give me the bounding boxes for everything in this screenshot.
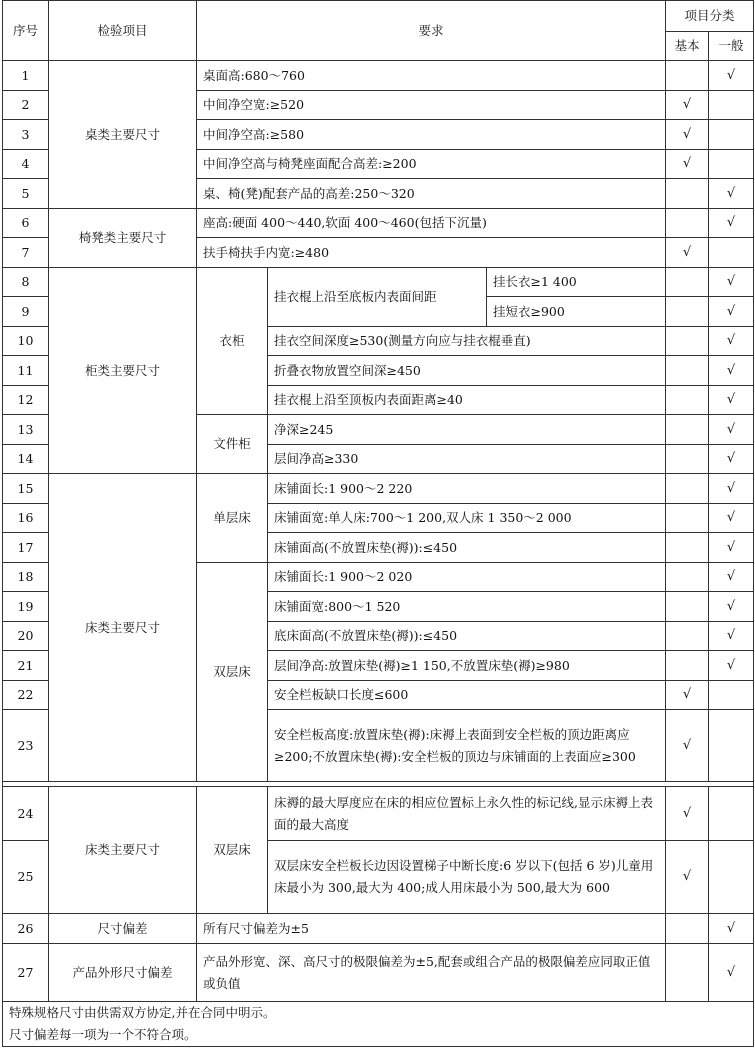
requirement-text: 底床面高(不放置床垫(褥)):≤450 xyxy=(268,622,666,651)
item-shape-dimension-deviation: 产品外形尺寸偏差 xyxy=(49,944,197,1002)
row-number: 2 xyxy=(3,91,49,120)
basic-mark xyxy=(666,356,709,386)
header-general: 一般 xyxy=(709,32,754,61)
basic-mark xyxy=(666,327,709,356)
general-mark xyxy=(709,91,754,120)
general-mark: √ xyxy=(709,533,754,563)
basic-mark xyxy=(666,914,709,944)
requirement-text: 产品外形宽、深、高尺寸的极限偏差为±5,配套或组合产品的极限偏差应同取正值或负值 xyxy=(197,944,666,1002)
header-category: 项目分类 xyxy=(666,1,754,32)
group-desk: 桌类主要尺寸 xyxy=(49,61,197,209)
general-mark xyxy=(709,120,754,150)
row-number: 13 xyxy=(3,415,49,445)
requirement-text: 床铺面长:1 900～2 220 xyxy=(268,474,666,504)
header-item: 检验项目 xyxy=(49,1,197,61)
note-line: 尺寸偏差每一项为一个不符合项。 xyxy=(9,1027,197,1042)
group-bed: 床类主要尺寸 xyxy=(49,474,197,782)
basic-mark xyxy=(666,445,709,474)
general-mark xyxy=(709,150,754,179)
subgroup-single-bed: 单层床 xyxy=(197,474,268,563)
general-mark: √ xyxy=(709,622,754,651)
basic-mark xyxy=(666,179,709,209)
basic-mark xyxy=(666,297,709,327)
requirement-text: 桌面高:680～760 xyxy=(197,61,666,91)
requirement-text: 净深≥245 xyxy=(268,415,666,445)
subgroup-filing-cabinet: 文件柜 xyxy=(197,415,268,474)
general-mark: √ xyxy=(709,651,754,681)
row-number: 7 xyxy=(3,238,49,268)
requirement-text: 扶手椅扶手内宽:≥480 xyxy=(197,238,666,268)
basic-mark: √ xyxy=(666,238,709,268)
row-number: 9 xyxy=(3,297,49,327)
requirement-text: 床铺面宽:单人床:700～1 200,双人床 1 350～2 000 xyxy=(268,504,666,533)
general-mark: √ xyxy=(709,268,754,297)
group-cabinet: 柜类主要尺寸 xyxy=(49,268,197,474)
basic-mark xyxy=(666,386,709,415)
basic-mark xyxy=(666,268,709,297)
basic-mark xyxy=(666,209,709,238)
basic-mark xyxy=(666,592,709,622)
general-mark xyxy=(709,238,754,268)
requirement-text: 挂衣空间深度≥530(测量方向应与挂衣棍垂直) xyxy=(268,327,666,356)
basic-mark xyxy=(666,533,709,563)
row-number: 23 xyxy=(3,710,49,782)
row-number: 24 xyxy=(3,787,49,841)
hang-rod-bottom-label: 挂衣棍上沿至底板内表面间距 xyxy=(268,268,487,327)
general-mark: √ xyxy=(709,474,754,504)
basic-mark xyxy=(666,504,709,533)
basic-mark: √ xyxy=(666,710,709,782)
general-mark: √ xyxy=(709,592,754,622)
row-number: 5 xyxy=(3,179,49,209)
basic-mark xyxy=(666,61,709,91)
subgroup-wardrobe: 衣柜 xyxy=(197,268,268,415)
basic-mark: √ xyxy=(666,841,709,914)
note-line: 特殊规格尺寸由供需双方协定,并在合同中明示。 xyxy=(9,1005,276,1020)
requirement-text: 所有尺寸偏差为±5 xyxy=(197,914,666,944)
requirement-text: 挂短衣≥900 xyxy=(487,297,666,327)
row-number: 11 xyxy=(3,356,49,386)
requirement-text: 中间净空高与椅凳座面配合高差:≥200 xyxy=(197,150,666,179)
general-mark: √ xyxy=(709,61,754,91)
basic-mark xyxy=(666,651,709,681)
requirement-text: 座高:硬面 400～440,软面 400～460(包括下沉量) xyxy=(197,209,666,238)
requirement-text: 床铺面宽:800～1 520 xyxy=(268,592,666,622)
row-number: 21 xyxy=(3,651,49,681)
row-number: 8 xyxy=(3,268,49,297)
group-chair: 椅凳类主要尺寸 xyxy=(49,209,197,268)
requirement-text: 安全栏板缺口长度≤600 xyxy=(268,681,666,710)
general-mark xyxy=(709,787,754,841)
header-requirement: 要求 xyxy=(197,1,666,61)
general-mark: √ xyxy=(709,914,754,944)
row-number: 18 xyxy=(3,563,49,592)
row-number: 19 xyxy=(3,592,49,622)
requirement-text: 双层床安全栏板长边因设置梯子中断长度:6 岁以下(包括 6 岁)儿童用床最小为 300,最大为 400;成人用床最小为 500,最大为 600 xyxy=(268,841,666,914)
requirement-text: 中间净空宽:≥520 xyxy=(197,91,666,120)
general-mark: √ xyxy=(709,327,754,356)
row-number: 3 xyxy=(3,120,49,150)
basic-mark: √ xyxy=(666,91,709,120)
requirement-text: 床铺面长:1 900～2 020 xyxy=(268,563,666,592)
row-number: 4 xyxy=(3,150,49,179)
requirement-text: 中间净空高:≥580 xyxy=(197,120,666,150)
table-notes xyxy=(3,1002,754,1047)
row-number: 15 xyxy=(3,474,49,504)
basic-mark: √ xyxy=(666,150,709,179)
inspection-table xyxy=(2,0,754,1047)
general-mark xyxy=(709,681,754,710)
row-number: 6 xyxy=(3,209,49,238)
row-number: 27 xyxy=(3,944,49,1002)
requirement-text: 安全栏板高度:放置床垫(褥):床褥上表面到安全栏板的顶边距离应≥200;不放置床垫(褥):安全栏板的顶边与床铺面的上表面应≥300 xyxy=(268,710,666,782)
general-mark: √ xyxy=(709,297,754,327)
row-number: 12 xyxy=(3,386,49,415)
general-mark: √ xyxy=(709,944,754,1002)
basic-mark xyxy=(666,415,709,445)
general-mark: √ xyxy=(709,415,754,445)
requirement-text: 床褥的最大厚度应在床的相应位置标上永久性的标记线,显示床褥上表面的最大高度 xyxy=(268,787,666,841)
row-number: 10 xyxy=(3,327,49,356)
general-mark: √ xyxy=(709,504,754,533)
row-number: 26 xyxy=(3,914,49,944)
basic-mark: √ xyxy=(666,120,709,150)
item-dimension-deviation: 尺寸偏差 xyxy=(49,914,197,944)
basic-mark xyxy=(666,622,709,651)
requirement-text: 挂衣棍上沿至顶板内表面距离≥40 xyxy=(268,386,666,415)
basic-mark: √ xyxy=(666,681,709,710)
requirement-text: 层间净高≥330 xyxy=(268,445,666,474)
general-mark: √ xyxy=(709,179,754,209)
row-number: 16 xyxy=(3,504,49,533)
general-mark: √ xyxy=(709,563,754,592)
requirement-text: 折叠衣物放置空间深≥450 xyxy=(268,356,666,386)
basic-mark: √ xyxy=(666,787,709,841)
header-basic: 基本 xyxy=(666,32,709,61)
row-number: 1 xyxy=(3,61,49,91)
requirement-text: 床铺面高(不放置床垫(褥)):≤450 xyxy=(268,533,666,563)
row-number: 14 xyxy=(3,445,49,474)
general-mark: √ xyxy=(709,209,754,238)
subgroup-bunk-bed-continued: 双层床 xyxy=(197,787,268,914)
general-mark: √ xyxy=(709,356,754,386)
general-mark: √ xyxy=(709,445,754,474)
basic-mark xyxy=(666,474,709,504)
row-number: 20 xyxy=(3,622,49,651)
group-bed-continued: 床类主要尺寸 xyxy=(49,787,197,914)
requirement-text: 桌、椅(凳)配套产品的高差:250～320 xyxy=(197,179,666,209)
requirement-text: 层间净高:放置床垫(褥)≥1 150,不放置床垫(褥)≥980 xyxy=(268,651,666,681)
row-number: 22 xyxy=(3,681,49,710)
requirement-text: 挂长衣≥1 400 xyxy=(487,268,666,297)
general-mark xyxy=(709,710,754,782)
general-mark xyxy=(709,841,754,914)
general-mark: √ xyxy=(709,386,754,415)
row-number: 25 xyxy=(3,841,49,914)
basic-mark xyxy=(666,563,709,592)
subgroup-bunk-bed: 双层床 xyxy=(197,563,268,782)
header-seq: 序号 xyxy=(3,1,49,61)
basic-mark xyxy=(666,944,709,1002)
row-number: 17 xyxy=(3,533,49,563)
